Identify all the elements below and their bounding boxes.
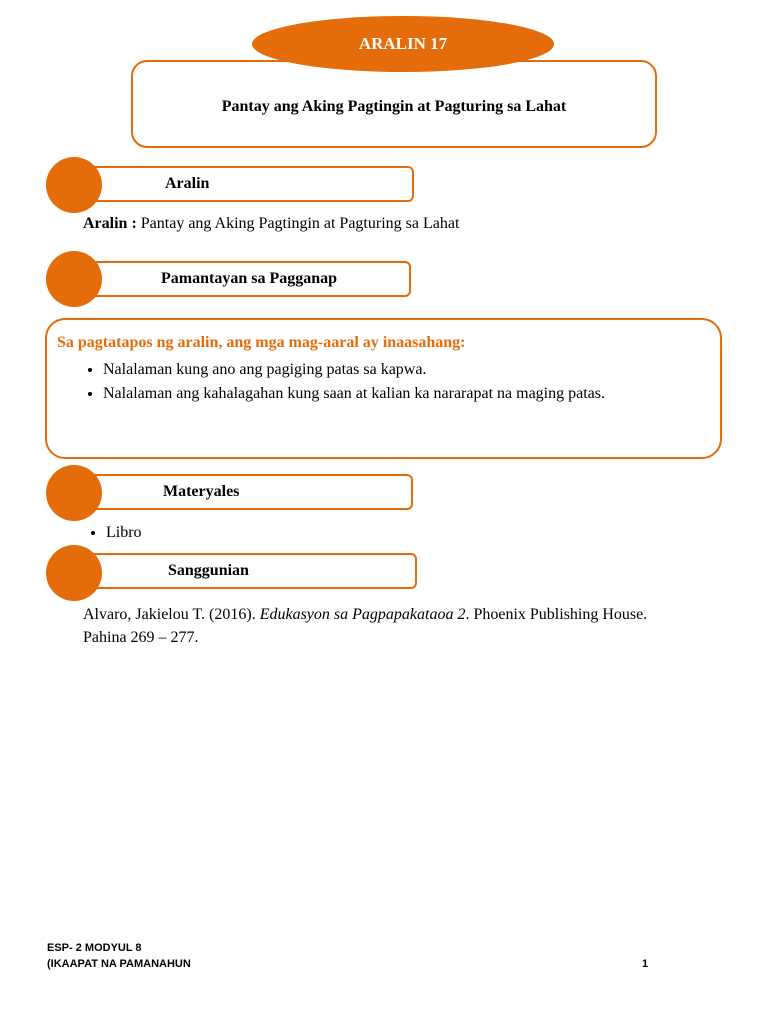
footer-module-info bbox=[47, 940, 191, 972]
aralin-circle-marker bbox=[46, 157, 102, 213]
reference-publisher: . Phoenix Publishing House. bbox=[465, 606, 648, 623]
pamantayan-section-header bbox=[74, 261, 411, 297]
aralin-line-text: Pantay ang Aking Pagtingin at Pagturing sa Lahat bbox=[140, 215, 460, 232]
objectives-list bbox=[73, 358, 605, 406]
sanggunian-heading: Sanggunian bbox=[168, 562, 249, 579]
materyales-heading: Materyales bbox=[163, 483, 240, 500]
aralin-line-label: Aralin : bbox=[83, 215, 137, 232]
reference-book-title: Edukasyon sa Pagpapakataoa 2 bbox=[259, 606, 466, 623]
lesson-title: Pantay ang Aking Pagtingin at Pagturing sa Lahat bbox=[221, 98, 567, 115]
pamantayan-heading: Pamantayan sa Pagganap bbox=[161, 270, 338, 287]
lesson-number-badge bbox=[252, 16, 554, 72]
pamantayan-circle-marker bbox=[46, 251, 102, 307]
footer-line-2: (IKAAPAT NA PAMANAHUN bbox=[47, 958, 191, 970]
materials-list bbox=[76, 522, 142, 544]
materyales-circle-marker bbox=[46, 465, 102, 521]
page-number: 1 bbox=[642, 958, 649, 970]
sanggunian-circle-marker bbox=[46, 545, 102, 601]
reference-pages: Pahina 269 – 277. bbox=[83, 629, 199, 646]
lesson-number-label: ARALIN 17 bbox=[358, 34, 448, 53]
objective-item: • Nalalaman ang kahalagahan kung saan at kalian ka nararapat na maging patas. bbox=[103, 382, 605, 406]
aralin-heading: Aralin bbox=[165, 175, 210, 192]
objective-item: • Nalalaman kung ano ang pagiging patas sa kapwa. bbox=[103, 358, 605, 382]
reference-author: Alvaro, Jakielou T. (2016). bbox=[83, 606, 260, 623]
materyales-section-header bbox=[74, 474, 413, 510]
lesson-title-box bbox=[131, 60, 657, 148]
sanggunian-section-header bbox=[74, 553, 417, 589]
footer-line-1: ESP- 2 MODYUL 8 bbox=[47, 942, 142, 954]
objectives-intro: Sa pagtatapos ng aralin, ang mga mag-aaral ay inaasahang: bbox=[57, 334, 466, 351]
objectives-box bbox=[45, 318, 722, 459]
material-item: • Libro bbox=[106, 522, 142, 544]
reference-citation bbox=[83, 603, 733, 649]
aralin-section-header bbox=[74, 166, 414, 202]
aralin-line bbox=[83, 212, 459, 235]
